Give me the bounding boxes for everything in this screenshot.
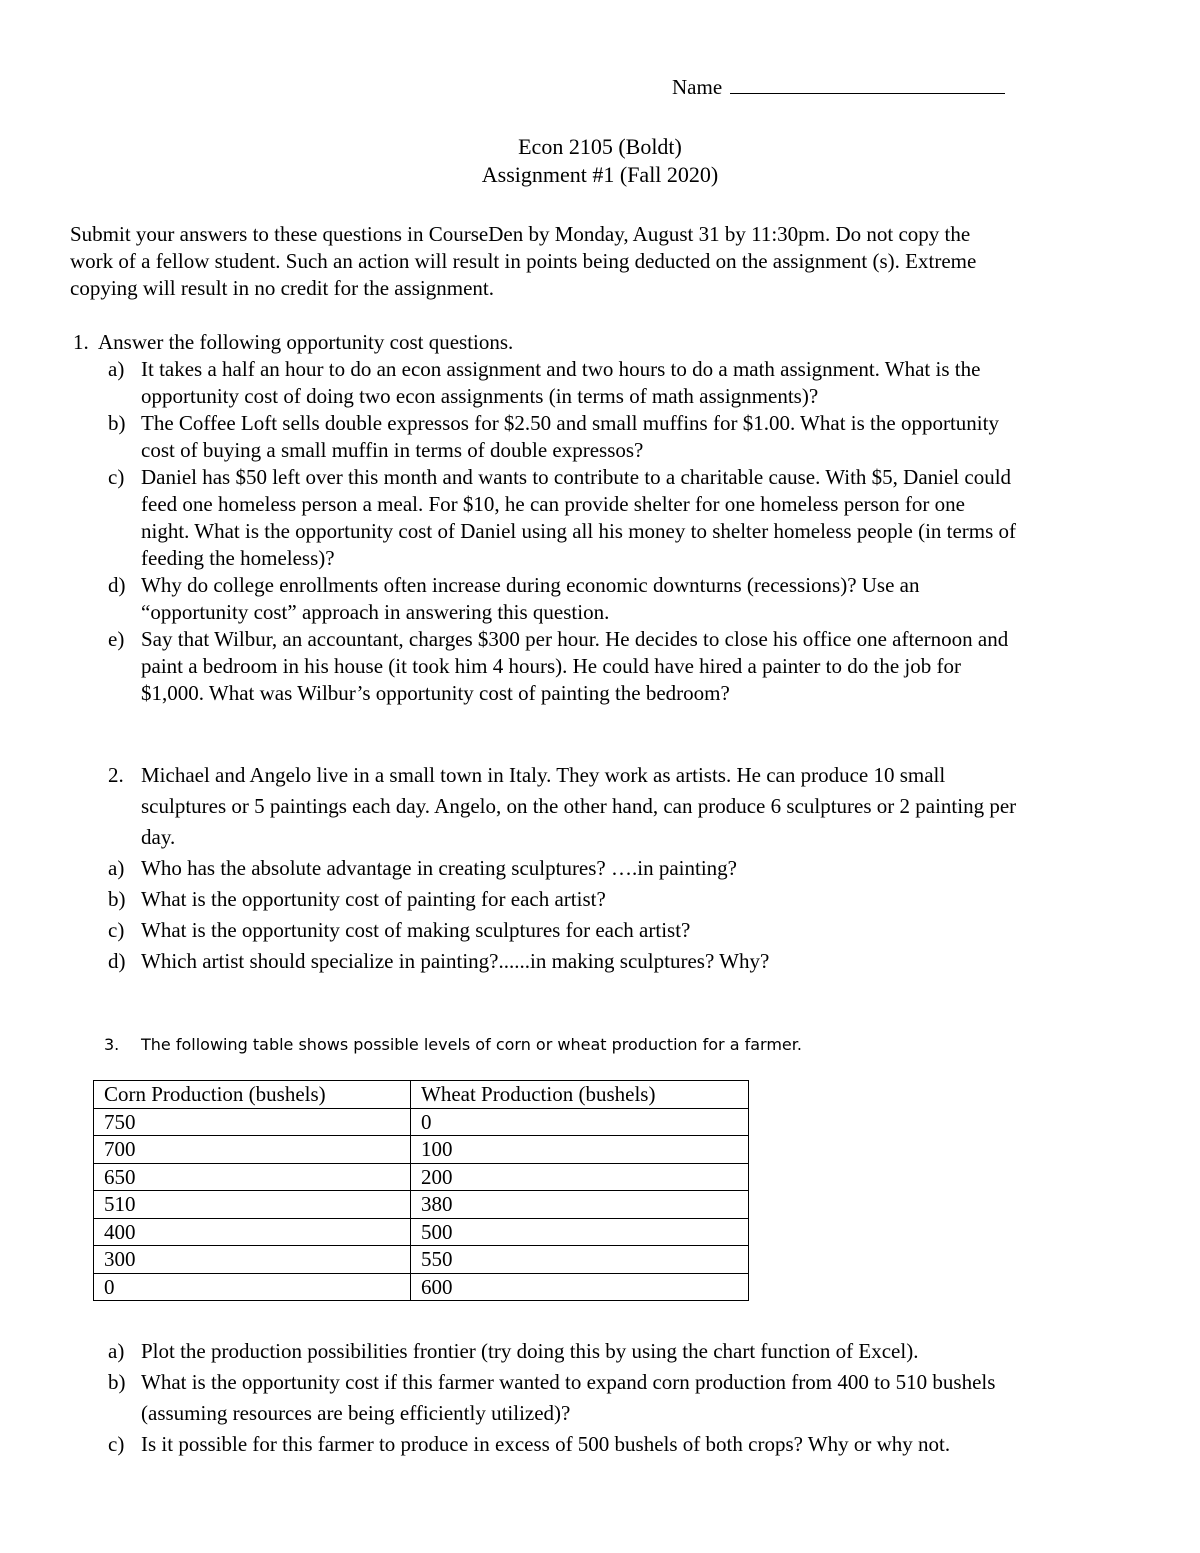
table-row bbox=[94, 1108, 749, 1136]
table-row bbox=[94, 1273, 749, 1301]
assignment-title: Assignment #1 (Fall 2020) bbox=[481, 162, 719, 187]
item-text-line: Daniel has $50 left over this month and wants to contribute to a charitable cause. With $5, Daniel could bbox=[141, 465, 1012, 489]
item-label: c) bbox=[108, 1432, 125, 1456]
table-cell: 550 bbox=[411, 1246, 749, 1274]
table-cell: 0 bbox=[411, 1108, 749, 1136]
table-header-row bbox=[94, 1081, 749, 1109]
table-cell: 300 bbox=[94, 1246, 411, 1274]
table-cell: 510 bbox=[94, 1191, 411, 1219]
item-label: a) bbox=[108, 357, 125, 381]
item-text-line: Why do college enrollments often increase during economic downturns (recessions)? Use an bbox=[141, 573, 920, 597]
name-field-row bbox=[672, 73, 1005, 101]
item-text-line: Plot the production possibilities frontier (try doing this by using the chart function of Excel). bbox=[141, 1339, 919, 1363]
item-text-line: “opportunity cost” approach in answering this question. bbox=[141, 600, 610, 624]
table-header-cell: Corn Production (bushels) bbox=[94, 1081, 411, 1109]
table-row bbox=[94, 1218, 749, 1246]
question-text-line: sculptures or 5 paintings each day. Angelo, on the other hand, can produce 6 sculptures or 2 painting per bbox=[141, 794, 1017, 818]
table-row bbox=[94, 1136, 749, 1164]
question-text-line: Michael and Angelo live in a small town in Italy. They work as artists. He can produce 10 small bbox=[141, 763, 946, 787]
item-text-line: night. What is the opportunity cost of Daniel using all his money to shelter homeless people (in terms of bbox=[141, 519, 1017, 543]
question-prompt: The following table shows possible levels of corn or wheat production for a farmer. bbox=[141, 1035, 802, 1054]
item-label: b) bbox=[108, 1370, 126, 1394]
table-cell: 750 bbox=[94, 1108, 411, 1136]
intro-line: Submit your answers to these questions in CourseDen by Monday, August 31 by 11:30pm. Do not copy the bbox=[70, 222, 971, 246]
production-table bbox=[93, 1080, 749, 1301]
item-text-line: What is the opportunity cost if this farmer wanted to expand corn production from 400 to 510 bushels bbox=[141, 1370, 996, 1394]
table-row bbox=[94, 1163, 749, 1191]
item-text-line: paint a bedroom in his house (it took him 4 hours). He could have hired a painter to do the job for bbox=[141, 654, 961, 678]
item-text-line: Who has the absolute advantage in creating sculptures? ….in painting? bbox=[141, 856, 737, 880]
item-text-line: Say that Wilbur, an accountant, charges $300 per hour. He decides to close his office one afternoon and bbox=[141, 627, 1009, 651]
question-prompt: Answer the following opportunity cost questions. bbox=[98, 330, 514, 354]
item-text-line: Is it possible for this farmer to produce in excess of 500 bushels of both crops? Why or why not. bbox=[141, 1432, 951, 1456]
table-cell: 400 bbox=[94, 1218, 411, 1246]
item-text-line: feeding the homeless)? bbox=[141, 546, 335, 570]
table-cell: 600 bbox=[411, 1273, 749, 1301]
item-label: d) bbox=[108, 949, 126, 973]
item-text-line: $1,000. What was Wilbur’s opportunity cost of painting the bedroom? bbox=[141, 681, 730, 705]
item-label: c) bbox=[108, 465, 125, 489]
table-cell: 200 bbox=[411, 1163, 749, 1191]
table-row bbox=[94, 1246, 749, 1274]
item-text-line: cost of buying a small muffin in terms of double expressos? bbox=[141, 438, 644, 462]
item-text-line: What is the opportunity cost of painting for each artist? bbox=[141, 887, 606, 911]
item-text-line: What is the opportunity cost of making sculptures for each artist? bbox=[141, 918, 691, 942]
item-label: a) bbox=[108, 1339, 125, 1363]
question-number: 2. bbox=[108, 763, 124, 787]
intro-line: work of a fellow student. Such an action will result in points being deducted on the assignment (s). Extreme bbox=[70, 249, 977, 273]
item-text-line: The Coffee Loft sells double expressos for $2.50 and small muffins for $1.00. What is the opportunity bbox=[141, 411, 999, 435]
item-text-line: opportunity cost of doing two econ assignments (in terms of math assignments)? bbox=[141, 384, 819, 408]
item-label: a) bbox=[108, 856, 125, 880]
intro-paragraph bbox=[70, 221, 1130, 302]
name-blank-line bbox=[730, 73, 1005, 94]
question-number: 1. bbox=[73, 330, 89, 354]
table-cell: 380 bbox=[411, 1191, 749, 1219]
item-label: e) bbox=[108, 627, 125, 651]
table-header-cell: Wheat Production (bushels) bbox=[411, 1081, 749, 1109]
item-text-line: It takes a half an hour to do an econ assignment and two hours to do a math assignment. What is the bbox=[141, 357, 981, 381]
name-label: Name bbox=[672, 75, 723, 99]
table-cell: 500 bbox=[411, 1218, 749, 1246]
question-number: 3. bbox=[104, 1035, 120, 1054]
table-cell: 700 bbox=[94, 1136, 411, 1164]
course-title: Econ 2105 (Boldt) bbox=[518, 134, 682, 159]
item-text-line: (assuming resources are being efficiently utilized)? bbox=[141, 1401, 571, 1425]
item-text-line: feed one homeless person a meal. For $10, he can provide shelter for one homeless person for one bbox=[141, 492, 965, 516]
item-label: c) bbox=[108, 918, 125, 942]
item-text-line: Which artist should specialize in painting?......in making sculptures? Why? bbox=[141, 949, 770, 973]
table-cell: 650 bbox=[94, 1163, 411, 1191]
item-label: b) bbox=[108, 887, 126, 911]
item-label: b) bbox=[108, 411, 126, 435]
table-cell: 100 bbox=[411, 1136, 749, 1164]
question-text-line: day. bbox=[141, 825, 176, 849]
table-cell: 0 bbox=[94, 1273, 411, 1301]
item-label: d) bbox=[108, 573, 126, 597]
intro-line: copying will result in no credit for the assignment. bbox=[70, 276, 494, 300]
table-row bbox=[94, 1191, 749, 1219]
